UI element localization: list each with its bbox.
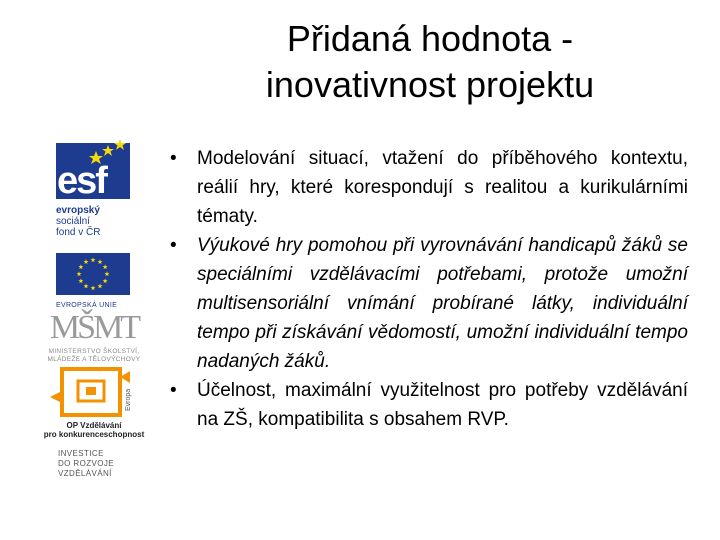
op-caption-line-2: pro konkurenceschopnost [43, 430, 145, 439]
esf-logo [56, 135, 132, 253]
title-line-1: Přidaná hodnota - [286, 18, 574, 59]
bullet-item [168, 144, 688, 231]
bullet-text: Modelování situací, vtažení do příběhového kontextu, reálií hry, které korespondují s realitou a kurikulárními tématy. [197, 148, 688, 227]
esf-caption-line-3: fond v ČR [56, 227, 101, 238]
bullet-list [168, 144, 688, 434]
esf-caption [56, 205, 136, 238]
esf-caption-line-1: evropský [56, 205, 100, 216]
partner-logos [28, 135, 160, 495]
invest-line-1: INVESTICE [58, 449, 104, 458]
bullet-marker: • [170, 235, 177, 256]
msmt-caption [28, 348, 160, 364]
msmt-letters: MŠMT [49, 309, 139, 343]
op-emblem-icon [50, 367, 140, 419]
bullet-text: Účelnost, maximální využitelnost pro potřeby vzdělávání na ZŠ, kompatibilita s obsahem RVP. [197, 380, 688, 430]
bullet-text: Výukové hry pomohou při vyrovnávání handicapů žáků se speciálními vzdělávacími potřebami, protože umožní multisensoriální vnímání probírané látky, individuální tempo při získávání vědomostí, umožní individuální tempo nadaných žáků. [197, 235, 688, 372]
bullet-item [168, 231, 688, 376]
invest-line-2: DO ROZVOJE [58, 459, 115, 468]
bullet-marker: • [170, 148, 177, 169]
slide-title [200, 16, 660, 108]
eu-logo [56, 253, 130, 309]
msmt-logo [28, 305, 160, 364]
op-caption-line-1: OP Vzdělávání [66, 421, 122, 430]
invest-caption [58, 449, 138, 479]
esf-emblem-icon [56, 135, 132, 205]
eu-caption: EVROPSKÁ UNIE [56, 302, 118, 309]
eu-flag-icon [56, 253, 130, 295]
bullet-item [168, 376, 688, 434]
msmt-caption-line-1: MINISTERSTVO ŠKOLSTVÍ, [48, 348, 140, 355]
op-vertical-text: Evropa [125, 388, 132, 411]
title-line-2: inovativnost projektu [265, 64, 595, 105]
bullet-marker: • [170, 380, 177, 401]
msmt-caption-line-2: MLÁDEŽE A TĚLOVÝCHOVY [47, 356, 141, 363]
op-caption [32, 421, 156, 439]
msmt-emblem-icon [28, 305, 160, 343]
op-logo [50, 367, 140, 424]
esf-caption-line-2: sociální [56, 216, 90, 227]
esf-letters: esf [57, 160, 106, 202]
invest-line-3: VZDĚLÁVÁNÍ [58, 469, 112, 478]
